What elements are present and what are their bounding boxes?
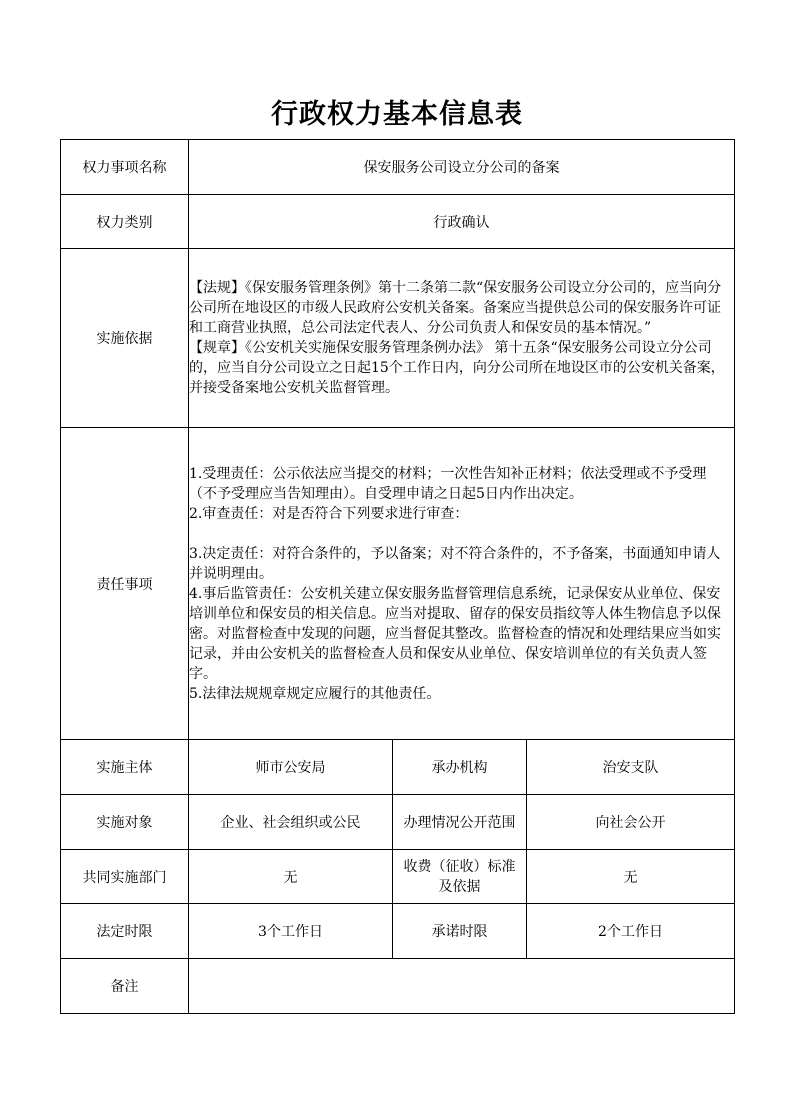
responsibility-item: 1.受理责任：公示依法应当提交的材料；一次性告知补正材料；依法受理或不予受理（不予受理应当告知理由）。自受理申请之日起5日内作出决定。 bbox=[189, 465, 707, 502]
handling-agency-value: 治安支队 bbox=[527, 740, 735, 795]
row-remarks bbox=[61, 959, 735, 1014]
basis-rule-text: 【规章】《公安机关实施保安服务管理条例办法》 第十五条“保安服务公司设立分公司的，应当自分公司设立之日起15个工作日内，向分公司所在地设区市的公安机关备案，并接受备案地公安机关监督管理。 bbox=[189, 340, 725, 396]
target-value: 企业、社会组织或公民 bbox=[189, 795, 393, 850]
disclosure-scope-value: 向社会公开 bbox=[527, 795, 735, 850]
subject-value: 师市公安局 bbox=[189, 740, 393, 795]
fee-standard-label: 收费（征收）标准及依据 bbox=[393, 850, 527, 904]
legal-time-limit-label: 法定时限 bbox=[61, 904, 189, 959]
remarks-label: 备注 bbox=[61, 959, 189, 1014]
basis-content bbox=[189, 249, 735, 428]
row-target bbox=[61, 795, 735, 850]
power-name-label: 权力事项名称 bbox=[61, 140, 189, 195]
fee-standard-value: 无 bbox=[527, 850, 735, 904]
row-power-category bbox=[61, 195, 735, 249]
responsibility-item: 3.决定责任：对符合条件的，予以备案；对不符合条件的，不予备案，书面通知申请人并说明理由。 bbox=[189, 545, 721, 582]
row-time-limits bbox=[61, 904, 735, 959]
row-joint-departments bbox=[61, 850, 735, 904]
handling-agency-label: 承办机构 bbox=[393, 740, 527, 795]
responsibility-content bbox=[189, 428, 735, 740]
target-label: 实施对象 bbox=[61, 795, 189, 850]
subject-label: 实施主体 bbox=[61, 740, 189, 795]
row-subject bbox=[61, 740, 735, 795]
power-category-value: 行政确认 bbox=[189, 195, 735, 249]
promised-time-limit-value: 2个工作日 bbox=[527, 904, 735, 959]
responsibility-label: 责任事项 bbox=[61, 428, 189, 740]
basis-regulation-text: 【法规】《保安服务管理条例》第十二条第二款“保安服务公司设立分公司的，应当向分公司所在地设区的市级人民政府公安机关备案。备案应当提供总公司的保安服务许可证和工商营业执照，总公司法定代表人、分公司负责人和保安员的基本情况。” bbox=[189, 280, 722, 336]
responsibility-item: 5.法律法规规章规定应履行的其他责任。 bbox=[189, 685, 441, 702]
promised-time-limit-label: 承诺时限 bbox=[393, 904, 527, 959]
blank-line bbox=[189, 524, 734, 544]
page-title: 行政权力基本信息表 bbox=[271, 99, 523, 130]
row-power-name bbox=[61, 140, 735, 195]
disclosure-scope-label: 办理情况公开范围 bbox=[393, 795, 527, 850]
basis-label: 实施依据 bbox=[61, 249, 189, 428]
power-category-label: 权力类别 bbox=[61, 195, 189, 249]
remarks-value bbox=[189, 959, 735, 1014]
responsibility-item: 2.审查责任：对是否符合下列要求进行审查： bbox=[189, 505, 469, 522]
joint-departments-value: 无 bbox=[189, 850, 393, 904]
joint-departments-label: 共同实施部门 bbox=[61, 850, 189, 904]
responsibility-item: 4.事后监管责任：公安机关建立保安服务监督管理信息系统，记录保安从业单位、保安培训单位和保安员的相关信息。应当对提取、留存的保安员指纹等人体生物信息予以保密。对监督检查中发现的问题，应当督促其整改。监督检查的情况和处理结果应当如实记录，并由公安机关的监督检查人员和保安从业单位、保安培训单位的有关负责人签字。 bbox=[189, 585, 721, 682]
row-responsibilities bbox=[61, 428, 735, 740]
info-table bbox=[60, 139, 735, 1014]
legal-time-limit-value: 3个工作日 bbox=[189, 904, 393, 959]
power-name-value: 保安服务公司设立分公司的备案 bbox=[189, 140, 735, 195]
row-implementation-basis bbox=[61, 249, 735, 428]
